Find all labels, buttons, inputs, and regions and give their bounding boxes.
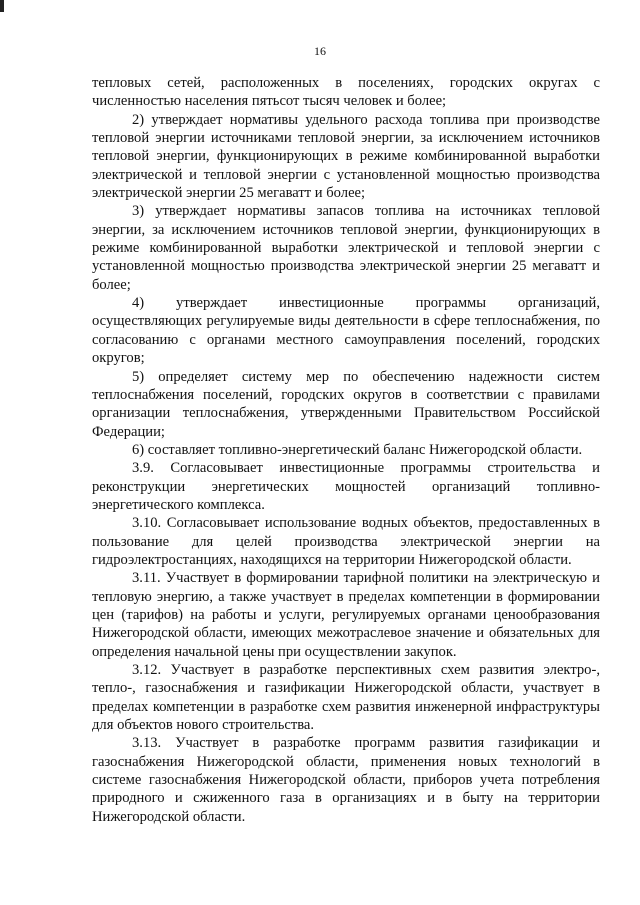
paragraph-3-11: 3.11. Участвует в формировании тарифной политики на электрическую и тепловую энергию, а также участвует в пределах компетенции в формировании цен (тарифов) на работы и услуги, регулируемых органами ценообразования Нижегородской области, имеющих межотраслевое значение и обязательных для определения начальной цены при осуществлении закупок. (92, 570, 600, 660)
paragraph-item-4: 4) утверждает инвестиционные программы организаций, осуществляющих регулируемые виды деятельности в сфере теплоснабжения, по согласованию с органами местного самоуправления поселений, городских округов; (92, 295, 600, 367)
paragraph-item-3: 3) утверждает нормативы запасов топлива на источниках тепловой энергии, за исключением источников тепловой энергии, функционирующих в режиме комбинированной выработки электрической и тепловой энергии с установленной мощностью производства электрической энергии 25 мегаватт и более; (92, 203, 600, 293)
document-body (92, 74, 600, 826)
paragraph-item-6: 6) составляет топливно-энергетический баланс Нижегородской области. (132, 441, 583, 458)
page-number: 16 (314, 44, 326, 58)
paragraph-3-12: 3.12. Участвует в разработке перспективных схем развития электро-, тепло-, газоснабжения и газификации Нижегородской области, участвует в пределах компетенции в разработке схем развития инженерной инфраструктуры для объектов нового строительства. (92, 662, 600, 734)
paragraph-3-9: 3.9. Согласовывает инвестиционные программы строительства и реконструкции энергетических мощностей организаций топливно-энергетического комплекса. (92, 460, 600, 513)
paragraph-3-10: 3.10. Согласовывает использование водных объектов, предоставленных в пользование для целей производства электрической энергии на гидроэлектростанциях, находящихся на территории Нижегородской области. (92, 515, 600, 568)
paragraph-item-5: 5) определяет систему мер по обеспечению надежности систем теплоснабжения поселений, городских округов в соответствии с правилами организации теплоснабжения, утвержденными Правительством Российской Федерации; (92, 368, 600, 440)
paragraph-continuation: тепловых сетей, расположенных в поселениях, городских округах с численностью населения пятьсот тысяч человек и более; (92, 75, 600, 110)
paragraph-3-13: 3.13. Участвует в разработке программ развития газификации и газоснабжения Нижегородской области, применения новых технологий в системе газоснабжения Нижегородской области, приборов учета потребления природного и сжиженного газа в организациях и в быту на территории Нижегородской области. (92, 735, 600, 825)
paragraph-item-2: 2) утверждает нормативы удельного расхода топлива при производстве тепловой энергии источниками тепловой энергии, за исключением источников тепловой энергии, функционирующих в режиме комбинированной выработки электрической и тепловой энергии с установленной мощностью производства электрической энергии 25 мегаватт и более; (92, 111, 600, 202)
scan-edge-mark (0, 0, 4, 12)
